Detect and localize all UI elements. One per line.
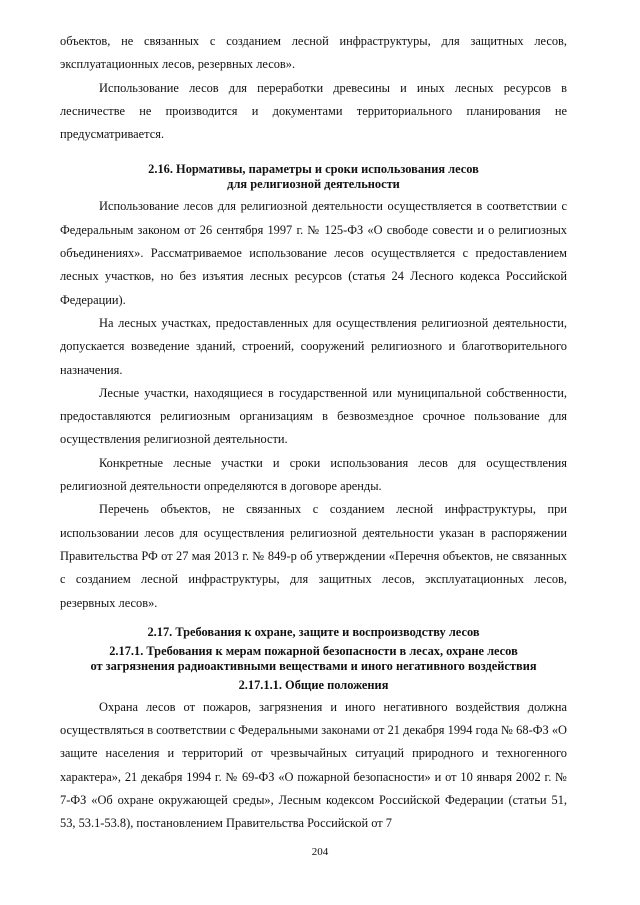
- section-heading-2-16: [60, 162, 567, 192]
- paragraph: Использование лесов для переработки древесины и иных лесных ресурсов в лесничестве не производится и документами территориального планирования не предусматривается.: [60, 80, 567, 142]
- heading-line: 2.16. Нормативы, параметры и сроки использования лесов: [148, 162, 479, 177]
- paragraph: На лесных участках, предоставленных для осуществления религиозной деятельности, допускается возведение зданий, строений, сооружений религиозного и благотворительного назначения.: [60, 315, 567, 377]
- section-heading-2-17-1: [60, 644, 567, 674]
- heading-line: для религиозной деятельности: [227, 177, 400, 192]
- paragraph: Конкретные лесные участки и сроки использования лесов для осуществления религиозной деятельности определяются в договоре аренды.: [60, 455, 567, 494]
- heading-line: 2.17.1. Требования к мерам пожарной безопасности в лесах, охране лесов: [109, 643, 518, 658]
- document-page: [60, 30, 567, 836]
- paragraph: Использование лесов для религиозной деятельности осуществляется в соответствии с Федеральным законом от 26 сентября 1997 г. № 125-ФЗ «О свободе совести и о религиозных объединениях». Рассматриваемое использование лесов осуществляется с предоставлением лесных участков, но без изъятия лесных ресурсов (статья 24 Лесного кодекса Российской Федерации).: [60, 199, 567, 307]
- section-heading-2-17-1-1: 2.17.1.1. Общие положения: [238, 677, 389, 692]
- heading-line: от загрязнения радиоактивными веществами и иного негативного воздействия: [90, 658, 537, 673]
- paragraph: объектов, не связанных с созданием лесной инфраструктуры, для защитных лесов, эксплуатационных лесов, резервных лесов».: [60, 34, 567, 72]
- page-number: 204: [311, 846, 329, 858]
- paragraph: Лесные участки, находящиеся в государственной или муниципальной собственности, предоставляются религиозным организациям в безвозмездное срочное пользование для осуществления религиозной деятельности.: [60, 385, 567, 447]
- section-heading-2-17: 2.17. Требования к охране, защите и воспроизводству лесов: [147, 624, 480, 639]
- paragraph: Перечень объектов, не связанных с созданием лесной инфраструктуры, при использовании лесов для осуществления религиозной деятельности указан в распоряжении Правительства РФ от 27 мая 2013 г. № 849-р об утверждении «Перечня объектов, не связанных с созданием лесной инфраструктуры, для защитных лесов, эксплуатационных лесов, резервных лесов».: [60, 502, 567, 610]
- paragraph: Охрана лесов от пожаров, загрязнения и иного негативного воздействия должна осуществляться в соответствии с Федеральными законами от 21 декабря 1994 года № 68-ФЗ «О защите населения и территорий от чрезвычайных ситуаций природного и техногенного характера», 21 декабря 1994 г. № 69-ФЗ «О пожарной безопасности» и от 10 января 2002 г. № 7-ФЗ «Об охране окружающей среды», Лесным кодексом Российской Федерации (статьи 51, 53, 53.1-53.8), постановлением Правительства Российской от 7: [60, 699, 567, 831]
